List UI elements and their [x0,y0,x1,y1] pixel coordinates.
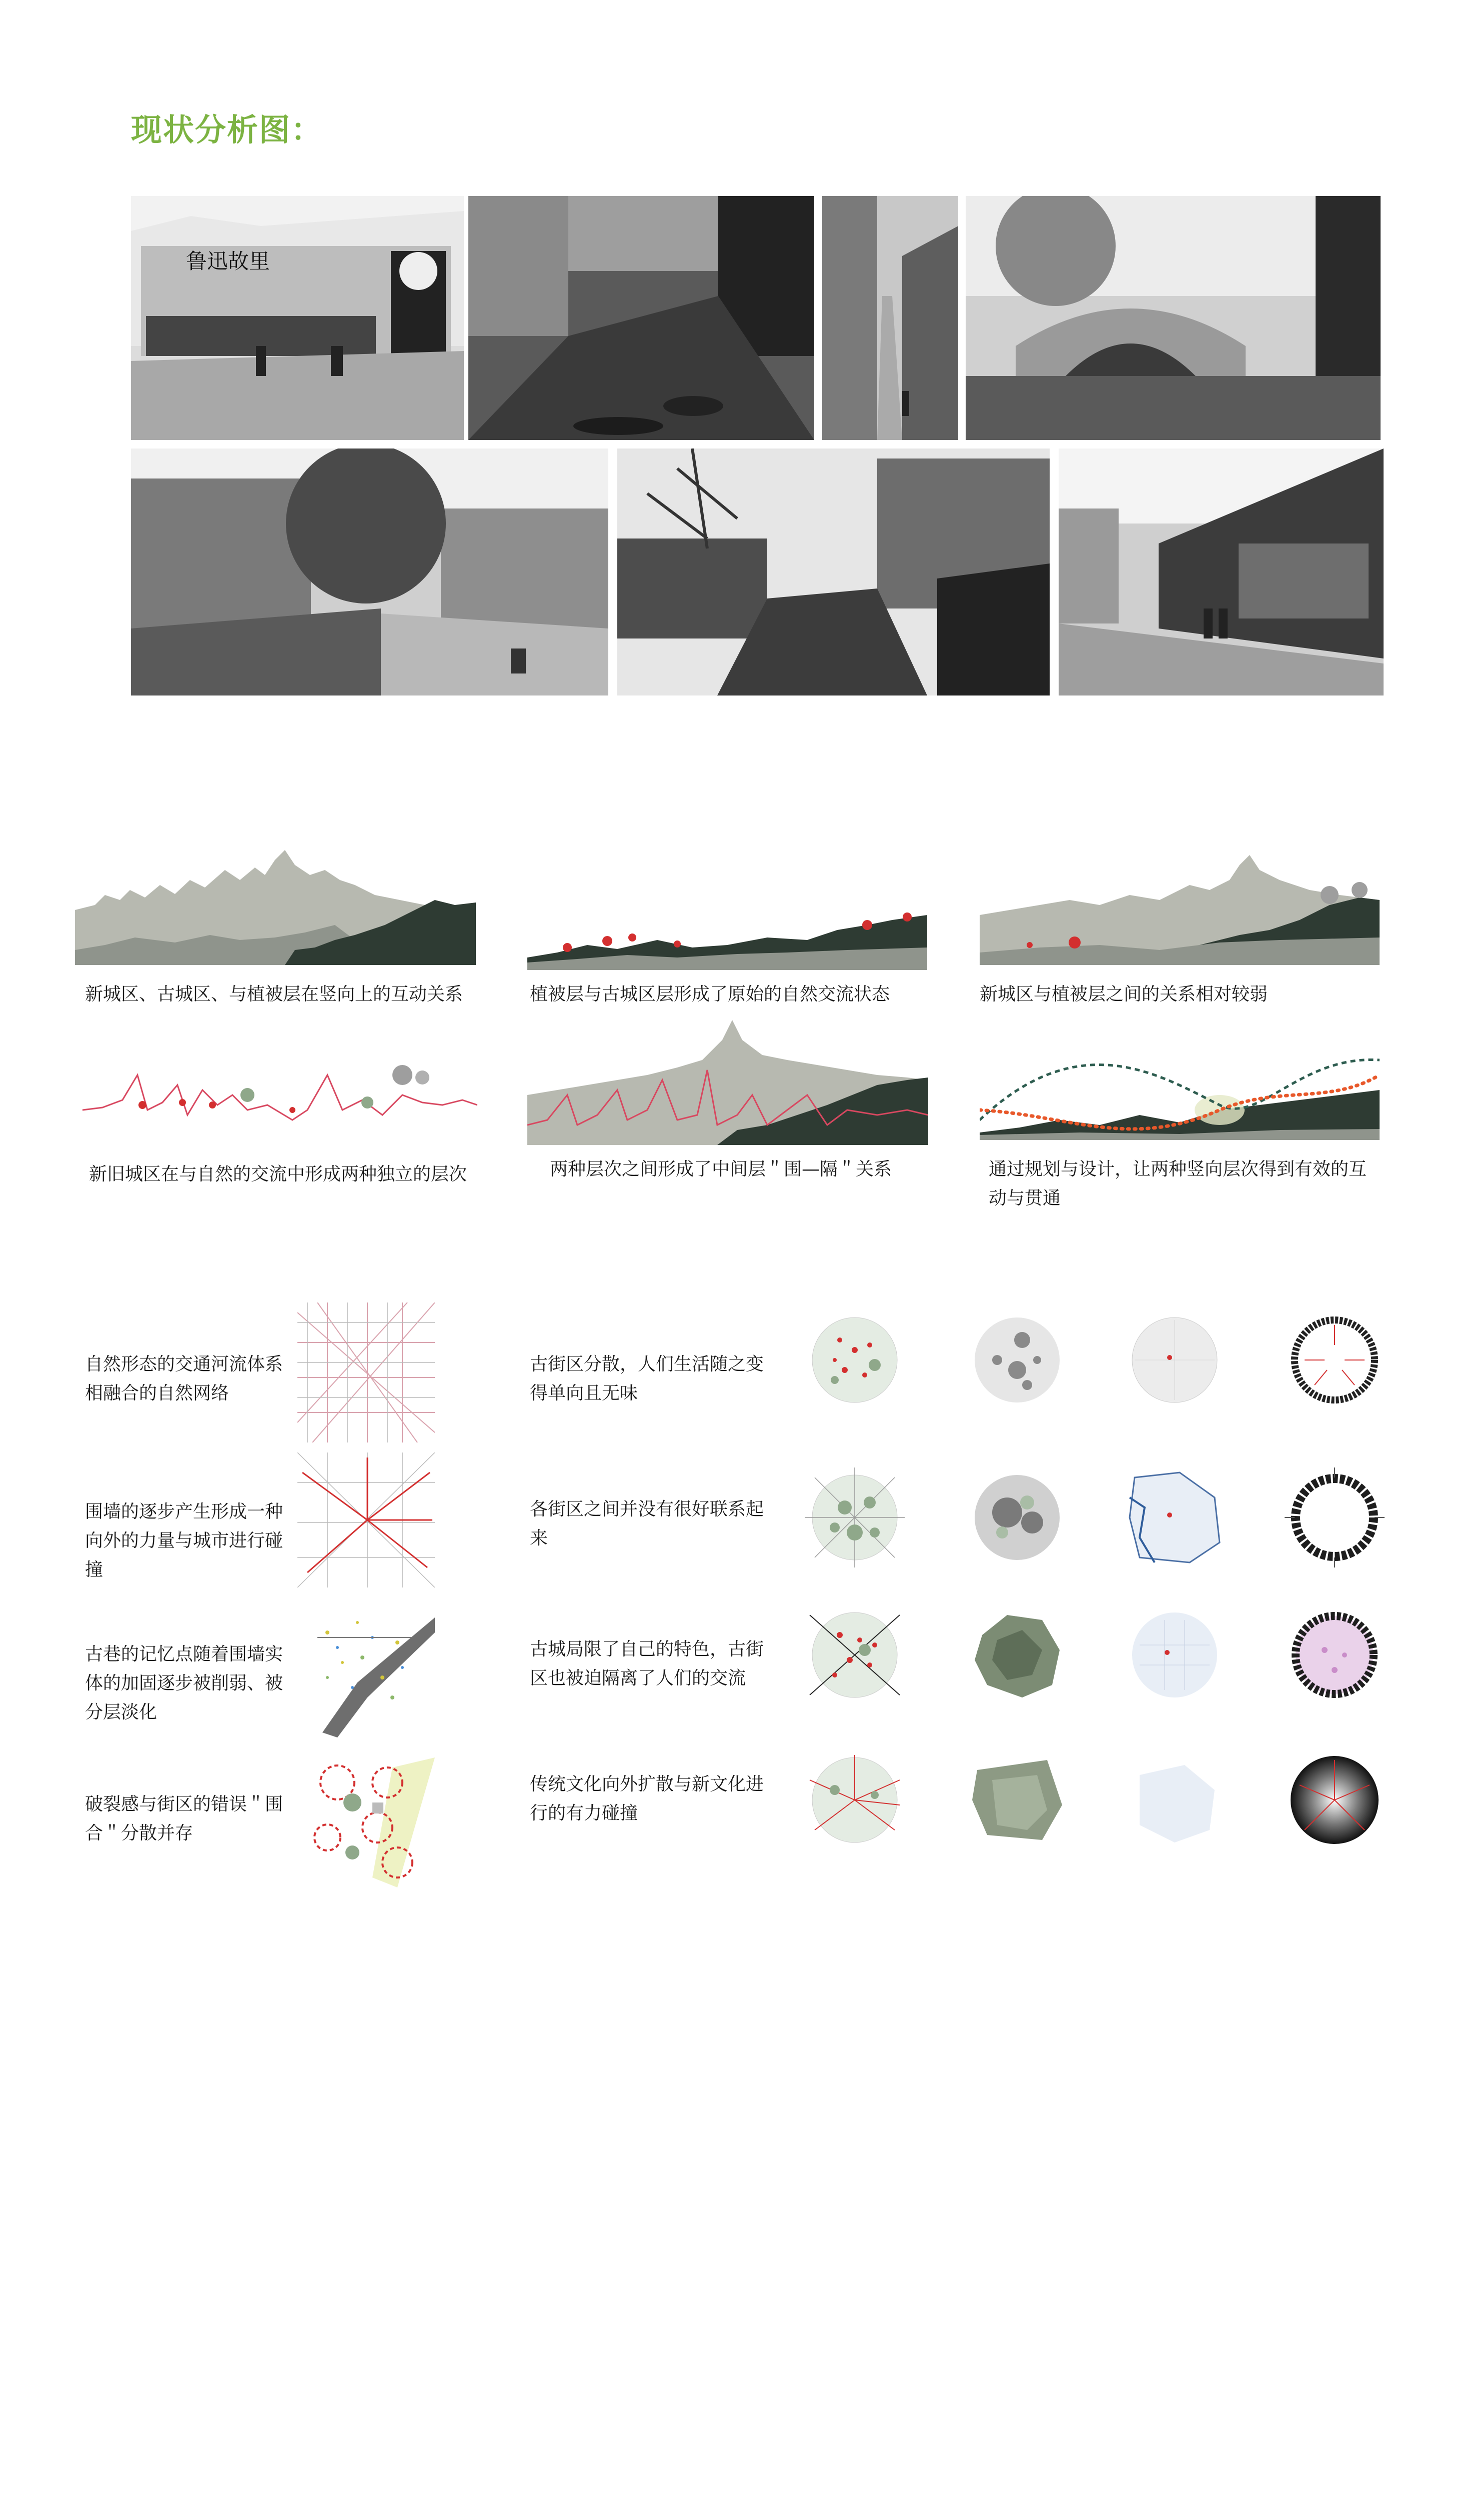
green-node-dot [240,1088,254,1102]
city-circle-r2c2 [967,1468,1067,1568]
red-node-dot [602,936,612,946]
red-node-dot [138,1101,146,1109]
mid-caption-1: 古街区分散，人们生活随之变得单向且无味 [530,1354,764,1404]
gray-node-dot [1321,886,1339,904]
city-circle-r1c3 [1125,1310,1225,1410]
city-circle-r2c4 [1285,1468,1385,1568]
gray-node-dot [1352,882,1368,898]
photo-canal-houses-tree [131,448,608,696]
photo-narrow-lane [822,196,958,440]
green-node-dot [361,1096,373,1108]
fracture-enclosure-diagram [297,1752,435,1888]
skyline-caption-1: 新城区、古城区、与植被层在竖向上的互动关系 [85,984,463,1004]
red-node-dot [903,912,912,922]
photo-canal-boats [468,196,814,440]
city-circle-r4c2 [967,1750,1067,1850]
city-circle-r1c2 [967,1310,1067,1410]
network-grid-diagram [297,1302,435,1442]
city-circle-r3c4 [1285,1605,1385,1705]
skyline-diagram-planned-curves [980,1045,1380,1145]
red-node-dot [1069,936,1081,948]
wall-force-diagram [297,1452,435,1588]
skyline-caption-2: 植被层与古城区层形成了原始的自然交流状态 [530,984,890,1004]
city-circle-r1c4 [1285,1310,1385,1410]
mid-caption-3: 古城局限了自己的特色，古街区也被迫隔离了人们的交流 [530,1639,764,1688]
skyline-diagram-all-layers [75,850,476,970]
city-circle-r2c1 [805,1468,905,1568]
skyline-diagram-middle-layer [527,1020,928,1150]
city-circle-r1c1 [805,1310,905,1410]
luxun-sign-text: 鲁迅故里 [186,249,270,274]
red-node-dot [862,920,872,930]
city-circle-r4c1 [805,1750,905,1850]
left-caption-4: 破裂感与街区的错误＂围合＂分散并存 [85,1794,283,1844]
city-circle-r4c3 [1125,1750,1225,1850]
photo-canal-bare-tree [617,448,1050,696]
red-node-dot [628,934,636,942]
skyline-diagram-independent-layers [82,1055,477,1155]
memory-points-diagram [297,1602,435,1738]
left-caption-3: 古巷的记忆点随着围墙实体的加固逐步被削弱、被分层淡化 [85,1644,283,1722]
city-circle-r3c1 [805,1605,905,1705]
photo-stone-arch-bridge [966,196,1381,440]
city-circle-r3c3 [1125,1605,1225,1705]
red-node-dot [209,1102,216,1108]
red-node-dot [289,1107,295,1113]
mid-caption-2: 各街区之间并没有很好联系起来 [530,1499,764,1548]
gray-node-dot [392,1065,412,1085]
city-circle-r2c3 [1125,1468,1225,1568]
city-circle-r3c2 [967,1605,1067,1705]
page-title: 现状分析图： [131,112,323,148]
red-node-dot [179,1099,186,1106]
gray-node-dot [415,1070,429,1084]
skyline-diagram-veg-old [527,910,927,970]
skyline-caption-4: 新旧城区在与自然的交流中形成两种独立的层次 [89,1164,467,1184]
red-node-dot [563,943,572,952]
skyline-caption-5: 两种层次之间形成了中间层＂围—隔＂关系 [550,1159,892,1180]
skyline-caption-3: 新城区与植被层之间的关系相对较弱 [980,984,1268,1004]
photo-luxun-gate-wall [131,196,464,440]
skyline-diagram-new-veg [980,850,1380,970]
photo-shop-street [1059,448,1384,696]
skyline-caption-6: 通过规划与设计，让两种竖向层次得到有效的互动与贯通 [989,1159,1367,1208]
city-circle-r4c4 [1285,1750,1385,1850]
left-caption-1: 自然形态的交通河流体系相融合的自然网络 [85,1354,283,1404]
mid-caption-4: 传统文化向外扩散与新文化进行的有力碰撞 [530,1774,764,1824]
red-node-dot [1027,942,1033,948]
red-node-dot [674,940,681,948]
left-caption-2: 围墙的逐步产生形成一种向外的力量与城市进行碰撞 [85,1502,283,1580]
